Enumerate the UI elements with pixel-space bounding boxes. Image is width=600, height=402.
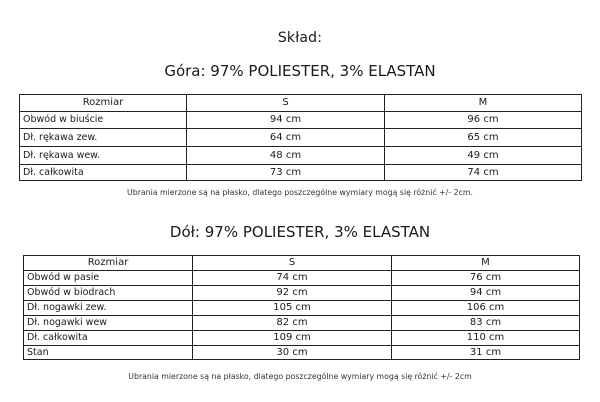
row-label: Obwód w biuście <box>20 112 187 129</box>
column-header-s: S <box>193 256 392 271</box>
table-row <box>20 129 582 147</box>
value-m: 65 cm <box>385 129 582 147</box>
value-m: 83 cm <box>392 316 580 331</box>
value-m: 76 cm <box>392 271 580 286</box>
row-label: Dł. nogawki zew. <box>24 301 193 316</box>
column-header-m: M <box>392 256 580 271</box>
bottom-size-table <box>23 255 580 360</box>
table-row <box>24 316 580 331</box>
value-s: 109 cm <box>193 331 392 346</box>
row-label: Dł. rękawa zew. <box>20 129 187 147</box>
top-size-table <box>19 94 582 181</box>
top-heading: Góra: 97% POLIESTER, 3% ELASTAN <box>164 62 436 80</box>
value-m: 110 cm <box>392 331 580 346</box>
value-s: 105 cm <box>193 301 392 316</box>
table-row <box>20 147 582 165</box>
column-header-m: M <box>385 95 582 112</box>
row-label: Stan <box>24 346 193 360</box>
table-row <box>24 271 580 286</box>
value-s: 48 cm <box>187 147 385 165</box>
bottom-measurement-note: Ubrania mierzone są na płasko, dlatego poszczególne wymiary mogą się różnić +/- 2cm <box>128 372 472 381</box>
table-row <box>20 112 582 129</box>
table-row <box>24 286 580 301</box>
row-label: Obwód w biodrach <box>24 286 193 301</box>
value-m: 96 cm <box>385 112 582 129</box>
table-header-row <box>20 95 582 112</box>
value-s: 74 cm <box>193 271 392 286</box>
value-s: 92 cm <box>193 286 392 301</box>
value-m: 74 cm <box>385 165 582 181</box>
column-header-s: S <box>187 95 385 112</box>
composition-title: Skład: <box>277 30 323 46</box>
value-m: 49 cm <box>385 147 582 165</box>
table-row <box>24 346 580 360</box>
value-m: 31 cm <box>392 346 580 360</box>
value-m: 106 cm <box>392 301 580 316</box>
row-label: Obwód w pasie <box>24 271 193 286</box>
column-header-size: Rozmiar <box>24 256 193 271</box>
row-label: Dł. rękawa wew. <box>20 147 187 165</box>
value-s: 30 cm <box>193 346 392 360</box>
row-label: Dł. całkowita <box>24 331 193 346</box>
row-label: Dł. całkowita <box>20 165 187 181</box>
bottom-heading: Dół: 97% POLIESTER, 3% ELASTAN <box>169 223 431 241</box>
value-s: 73 cm <box>187 165 385 181</box>
column-header-size: Rozmiar <box>20 95 187 112</box>
table-row <box>20 165 582 181</box>
value-m: 94 cm <box>392 286 580 301</box>
value-s: 64 cm <box>187 129 385 147</box>
value-s: 82 cm <box>193 316 392 331</box>
value-s: 94 cm <box>187 112 385 129</box>
table-row <box>24 331 580 346</box>
table-row <box>24 301 580 316</box>
row-label: Dł. nogawki wew <box>24 316 193 331</box>
top-measurement-note: Ubrania mierzone są na płasko, dlatego poszczególne wymiary mogą się różnić +/- 2cm. <box>127 188 473 197</box>
table-header-row <box>24 256 580 271</box>
